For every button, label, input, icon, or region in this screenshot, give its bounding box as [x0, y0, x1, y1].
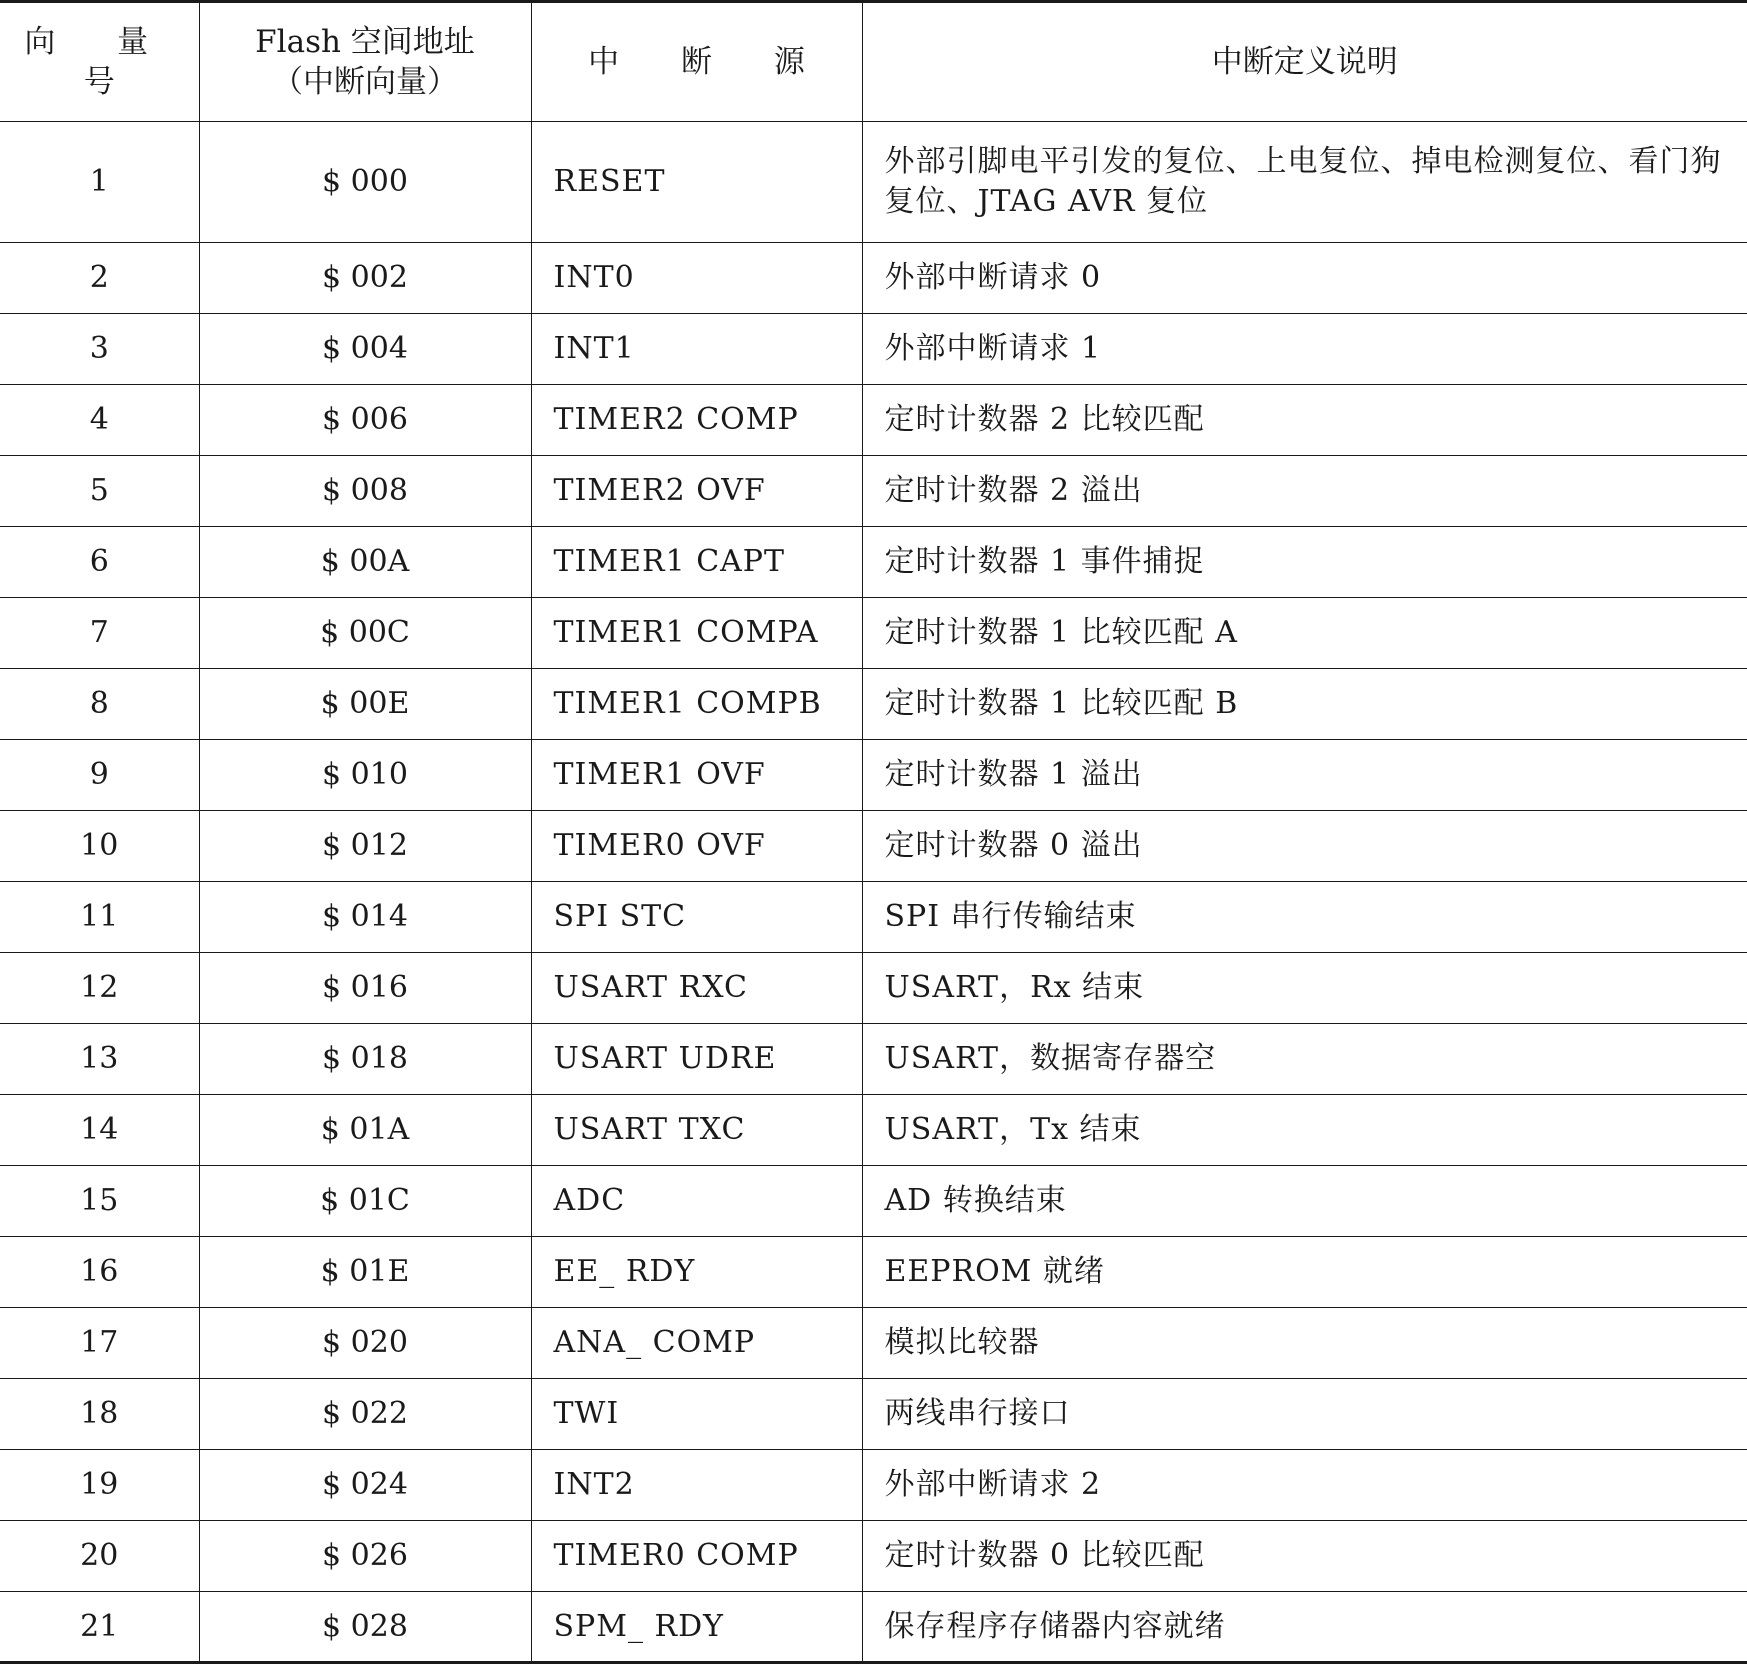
vector-number-cell: 20 [0, 1521, 199, 1592]
header-interrupt-source-label: 中 断 源 [588, 44, 831, 80]
vector-number-cell: 16 [0, 1237, 199, 1308]
table-row [0, 953, 1747, 1024]
vector-number-cell: 12 [0, 953, 199, 1024]
interrupt-source-cell: INT1 [531, 314, 862, 385]
vector-number-cell: 11 [0, 882, 199, 953]
interrupt-description-cell: USART，Rx 结束 [862, 953, 1747, 1024]
table-row [0, 1521, 1747, 1592]
table-row [0, 314, 1747, 385]
vector-number-cell: 18 [0, 1379, 199, 1450]
interrupt-source-cell: TIMER0 OVF [531, 811, 862, 882]
header-row [0, 2, 1747, 122]
table-row [0, 243, 1747, 314]
interrupt-source-cell: TIMER1 COMPA [531, 598, 862, 669]
header-interrupt-description-label: 中断定义说明 [1211, 44, 1398, 80]
flash-address-cell: $ 00A [199, 527, 531, 598]
vector-number-cell: 14 [0, 1095, 199, 1166]
interrupt-description-cell: 两线串行接口 [862, 1379, 1747, 1450]
interrupt-source-cell: TIMER1 CAPT [531, 527, 862, 598]
table-row [0, 527, 1747, 598]
vector-number-cell: 1 [0, 122, 199, 243]
interrupt-source-cell: ADC [531, 1166, 862, 1237]
interrupt-description-cell: 外部中断请求 0 [862, 243, 1747, 314]
flash-address-cell: $ 002 [199, 243, 531, 314]
interrupt-source-cell: ANA_ COMP [531, 1308, 862, 1379]
interrupt-description-cell: USART，数据寄存器空 [862, 1024, 1747, 1095]
flash-address-cell: $ 012 [199, 811, 531, 882]
interrupt-source-cell: USART RXC [531, 953, 862, 1024]
flash-address-cell: $ 026 [199, 1521, 531, 1592]
interrupt-source-cell: TIMER1 OVF [531, 740, 862, 811]
table-row [0, 1379, 1747, 1450]
table-row [0, 1450, 1747, 1521]
vector-number-cell: 21 [0, 1592, 199, 1663]
flash-address-cell: $ 006 [199, 385, 531, 456]
interrupt-description-cell: 定时计数器 1 比较匹配 B [862, 669, 1747, 740]
header-interrupt-description [862, 2, 1747, 122]
vector-number-cell: 2 [0, 243, 199, 314]
header-flash-address-line1: Flash 空间地址 [255, 24, 475, 60]
interrupt-source-cell: TWI [531, 1379, 862, 1450]
interrupt-description-cell: 定时计数器 1 事件捕捉 [862, 527, 1747, 598]
interrupt-description-cell: 模拟比较器 [862, 1308, 1747, 1379]
interrupt-description-cell: 定时计数器 2 比较匹配 [862, 385, 1747, 456]
interrupt-description-cell: SPI 串行传输结束 [862, 882, 1747, 953]
flash-address-cell: $ 004 [199, 314, 531, 385]
table-row [0, 122, 1747, 243]
flash-address-cell: $ 008 [199, 456, 531, 527]
interrupt-description-cell: 外部中断请求 2 [862, 1450, 1747, 1521]
interrupt-source-cell: TIMER2 COMP [531, 385, 862, 456]
flash-address-cell: $ 00C [199, 598, 531, 669]
vector-number-cell: 6 [0, 527, 199, 598]
interrupt-description-cell: 保存程序存储器内容就绪 [862, 1592, 1747, 1663]
table-row [0, 882, 1747, 953]
interrupt-description-cell: 定时计数器 0 溢出 [862, 811, 1747, 882]
vector-number-cell: 15 [0, 1166, 199, 1237]
flash-address-cell: $ 022 [199, 1379, 531, 1450]
vector-number-cell: 5 [0, 456, 199, 527]
flash-address-cell: $ 024 [199, 1450, 531, 1521]
interrupt-description-cell: 定时计数器 1 比较匹配 A [862, 598, 1747, 669]
vector-number-cell: 8 [0, 669, 199, 740]
vector-number-cell: 13 [0, 1024, 199, 1095]
interrupt-source-cell: USART UDRE [531, 1024, 862, 1095]
interrupt-description-cell: USART，Tx 结束 [862, 1095, 1747, 1166]
header-vector-number [0, 2, 199, 122]
vector-number-cell: 9 [0, 740, 199, 811]
table-row [0, 1095, 1747, 1166]
table-row [0, 740, 1747, 811]
vector-number-cell: 4 [0, 385, 199, 456]
flash-address-cell: $ 01C [199, 1166, 531, 1237]
table-header [0, 2, 1747, 122]
interrupt-source-cell: RESET [531, 122, 862, 243]
flash-address-cell: $ 000 [199, 122, 531, 243]
table-row [0, 385, 1747, 456]
vector-number-cell: 17 [0, 1308, 199, 1379]
table-row [0, 811, 1747, 882]
interrupt-source-cell: INT0 [531, 243, 862, 314]
flash-address-cell: $ 01A [199, 1095, 531, 1166]
table-row [0, 1237, 1747, 1308]
interrupt-source-cell: INT2 [531, 1450, 862, 1521]
interrupt-description-cell: 定时计数器 2 溢出 [862, 456, 1747, 527]
interrupt-description-cell: 外部中断请求 1 [862, 314, 1747, 385]
header-flash-address-line2: （中断向量） [272, 64, 458, 100]
header-flash-address [199, 2, 531, 122]
header-interrupt-source [531, 2, 862, 122]
interrupt-description-cell: 定时计数器 0 比较匹配 [862, 1521, 1747, 1592]
table-row [0, 1308, 1747, 1379]
interrupt-source-cell: EE_ RDY [531, 1237, 862, 1308]
interrupt-source-cell: TIMER2 OVF [531, 456, 862, 527]
table-row [0, 669, 1747, 740]
interrupt-description-cell: EEPROM 就绪 [862, 1237, 1747, 1308]
interrupt-source-cell: SPM_ RDY [531, 1592, 862, 1663]
interrupt-description-cell: 定时计数器 1 溢出 [862, 740, 1747, 811]
header-vector-number-label: 向 量 号 [24, 24, 175, 100]
flash-address-cell: $ 014 [199, 882, 531, 953]
flash-address-cell: $ 020 [199, 1308, 531, 1379]
vector-number-cell: 19 [0, 1450, 199, 1521]
flash-address-cell: $ 00E [199, 669, 531, 740]
interrupt-source-cell: TIMER0 COMP [531, 1521, 862, 1592]
interrupt-source-cell: TIMER1 COMPB [531, 669, 862, 740]
vector-number-cell: 3 [0, 314, 199, 385]
flash-address-cell: $ 028 [199, 1592, 531, 1663]
table-body [0, 122, 1747, 1663]
table-row [0, 598, 1747, 669]
flash-address-cell: $ 010 [199, 740, 531, 811]
flash-address-cell: $ 016 [199, 953, 531, 1024]
table-row [0, 1024, 1747, 1095]
table-row [0, 1592, 1747, 1663]
flash-address-cell: $ 018 [199, 1024, 531, 1095]
vector-number-cell: 10 [0, 811, 199, 882]
interrupt-source-cell: SPI STC [531, 882, 862, 953]
interrupt-description-cell: AD 转换结束 [862, 1166, 1747, 1237]
table-row [0, 1166, 1747, 1237]
interrupt-source-cell: USART TXC [531, 1095, 862, 1166]
vector-number-cell: 7 [0, 598, 199, 669]
interrupt-description-cell: 外部引脚电平引发的复位、上电复位、掉电检测复位、看门狗复位、JTAG AVR 复位 [862, 122, 1747, 243]
flash-address-cell: $ 01E [199, 1237, 531, 1308]
table-row [0, 456, 1747, 527]
